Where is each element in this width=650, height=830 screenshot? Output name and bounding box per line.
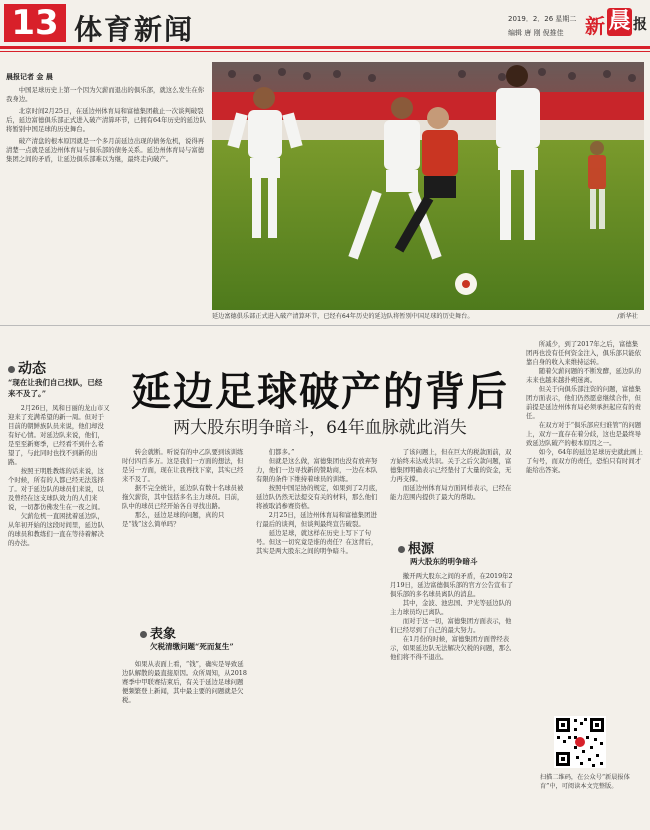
genyuan-label: 根源 (408, 542, 435, 557)
editors-line: 编辑 唐 刚 倪推佳 (508, 29, 564, 37)
biaoxiang-label: 表象 (150, 627, 177, 642)
column-2 (122, 448, 248, 618)
intro-paragraph: 中国足球历史上第一个因为欠薪而退出的俱乐部，就这么发生在你我身边。 (6, 86, 205, 103)
qr-code-icon (554, 716, 606, 768)
logo-left-char: 新 (585, 14, 605, 38)
page-header (0, 0, 650, 50)
column-4b (390, 572, 516, 824)
page-number: 13 (4, 4, 66, 42)
issue-date: 2019．2．26 星期二 (508, 15, 577, 23)
column-paragraph: 在双方对于“俱乐部应归谁管”的问题上，双方一直存在着分歧，这也是最终导致延边队破产的根本原因之一。 (526, 421, 642, 447)
column-1 (8, 404, 110, 824)
dongtai-heading (8, 358, 46, 378)
qr-code[interactable] (554, 716, 606, 768)
column-paragraph: 而对于这一切，富德集团方面表示，他们已经尽到了自己的最大努力。 (390, 617, 512, 634)
intro-byline: 晨报记者 金 晨 (6, 73, 53, 81)
column-paragraph: 按照王明胜教练的话来说，这个时候，所有的人都已经无法选择了。对于延边队的球员们来说，以及曾经在这支球队效力的人们来说，一切都仿佛发生在一夜之间。 (8, 467, 104, 511)
intro-paragraph: 破产清盘的根本原因就是一个多月前延边出现的债务危机，说得再清楚一点就是延边州体育局与俱乐部的债务关系。延边州体育局与富德集团之间的矛盾，让延边俱乐部难以为继，最终走向破产。 (6, 137, 205, 163)
bullet-icon (8, 366, 15, 373)
match-photo (212, 62, 644, 310)
column-paragraph: 如果从表面上看，“钱”，确实是导致延边队解散的最直接原因。众所周知，从2018赛季中甲联赛结束后，有关于延边足球问题便频繁登上新闻，其中最主要的问题就是欠税。 (122, 660, 247, 704)
column-paragraph: 所减少，到了2017年之后，富德集团再也没有任何资金注入，俱乐部只能依靠自身的收入来维持运转。 (526, 340, 642, 366)
column-paragraph: 们都多。” (268, 448, 295, 456)
dongtai-label: 动态 (18, 361, 46, 377)
column-3 (256, 448, 382, 824)
column-paragraph: 据不完全统计，延边队有数十名球员被拖欠薪资，其中包括多名主力球员。目前，队中的球员已经开始各自寻找出路。 (122, 484, 244, 510)
column-paragraph: 2月25日，延边州体育局和富德集团进行最后的谈判，但谈判最终宣告破裂。 (256, 511, 377, 528)
column-paragraph: 随着欠薪问题的不断发酵，延边队的未来也越来越扑朔迷离。 (526, 367, 642, 384)
column-paragraph: 延边足球，就这样在历史上写下了句号。但这一切究竟是谁的责任？在这背后，其实是两大股东之间的明争暗斗。 (256, 529, 378, 555)
bullet-icon (140, 631, 147, 638)
column-paragraph: 其中，金波、池忠国、尹光等延边队的主力球员均已离队。 (390, 599, 512, 616)
column-4 (390, 448, 516, 534)
header-rule (0, 46, 650, 49)
intro-paragraph: 北京时间2月25日，在延边州体育局和富德集团截止一次谈判破裂后，延边富德俱乐部正式进入破产清算环节，已拥有64年历史的延边队将暂别中国足球的历史舞台。 (6, 107, 206, 133)
genyuan-heading (398, 538, 434, 557)
column-5 (526, 340, 644, 710)
column-paragraph: 了该问题上，但在巨大的税款面前，双方始终未达成共识。关于之后欠款问题，富德集团明确表示已经垫付了大量的资金，无力再支撑。 (390, 448, 512, 483)
column-paragraph: 在1月份的时候，富德集团方面曾经表示，如果延边队无法解决欠税的问题，那么他们将不得不退出。 (390, 635, 512, 661)
logo-right-char: 报 (633, 17, 647, 33)
column-paragraph: 那么，延边足球的问题，真的只是“钱”这么简单吗？ (122, 511, 225, 528)
genyuan-subtitle: 两大股东的明争暗斗 (410, 557, 478, 566)
header-rule-thin (0, 51, 650, 52)
main-headline: 延边足球破产的背后 (131, 369, 509, 415)
biaoxiang-heading (140, 623, 176, 642)
section-divider (0, 325, 650, 326)
bullet-icon (398, 546, 405, 553)
column-paragraph: 而延边州体育局方面同样表示，已经在能力范围内提供了最大的帮助。 (390, 484, 512, 501)
photo-caption-text: 延边富德俱乐部正式进入破产清算环节，已经有64年历史的延边队将暂别中国足球的历史舞台。 (212, 313, 474, 320)
biaoxiang-subtitle: 欠税清缴问题“死而复生” (150, 642, 234, 651)
match-photo-illustration (212, 62, 644, 310)
column-paragraph: 但就是这么做，富德集团也没有放弃努力，他们一边寻找新的赞助商，一边在本队有限的条件下维持着球员的训练。 (256, 457, 378, 483)
column-paragraph: 欠薪危机一直困扰着延边队，从年初开始的这段时间里，延边队的球员和教练们一直在等待着解决的办法。 (8, 512, 104, 547)
column-paragraph: 但关于向俱乐部注资的问题，富德集团方面表示，他们仍然愿意继续合作，但前提是延边州体育局必须承担起应有的责任。 (526, 385, 642, 420)
photo-caption (212, 311, 644, 320)
photo-credit: /新华社 (617, 313, 638, 320)
qr-caption: 扫描二维码，在公众号“新晨报体育”中，可阅读本文完整版。 (540, 774, 630, 790)
column-paragraph: 按照中国足协的规定，如果到了2月底，延边队仍然无法提交有关的材料，那么他们将被取消参赛资格。 (256, 484, 382, 510)
column-paragraph: 如今，64年的延边足球历史就此画上了句号，而双方的责任，恐怕只有时间才能给出答案。 (526, 448, 643, 474)
column-paragraph: 2月26日，凤和日丽的龙山市又迎来了充满希望的新一周。但对于目前的朝鲜族队员来说，他们却没有好心情。对延边队来说，他们，是至至新赛季，已经看不到什么希望了，与此同时也找不到新的出路。 (8, 404, 110, 466)
intro-text (6, 86, 206, 167)
column-2b (122, 660, 248, 824)
dongtai-quote: “现在让我们自己找队，已经来不及了。” (8, 378, 103, 398)
logo-mid-char: 晨 (608, 9, 631, 34)
main-subheadline: 两大股东明争暗斗，64年血脉就此消失 (173, 418, 467, 438)
column-paragraph: 撤开两大股东之间的矛盾，在2019年2月19日，延边富德俱乐部的官方公告宣布了俱乐部的多名球员离队的消息。 (390, 572, 514, 598)
column-paragraph: 转会就断。听说有的中乙队要到该训练时付四百多万。这是我们一方面的想法，但是另一方面，现在让我再找下家，其实已经来不及了。 (122, 448, 244, 483)
section-title: 体育新闻 (74, 13, 195, 46)
